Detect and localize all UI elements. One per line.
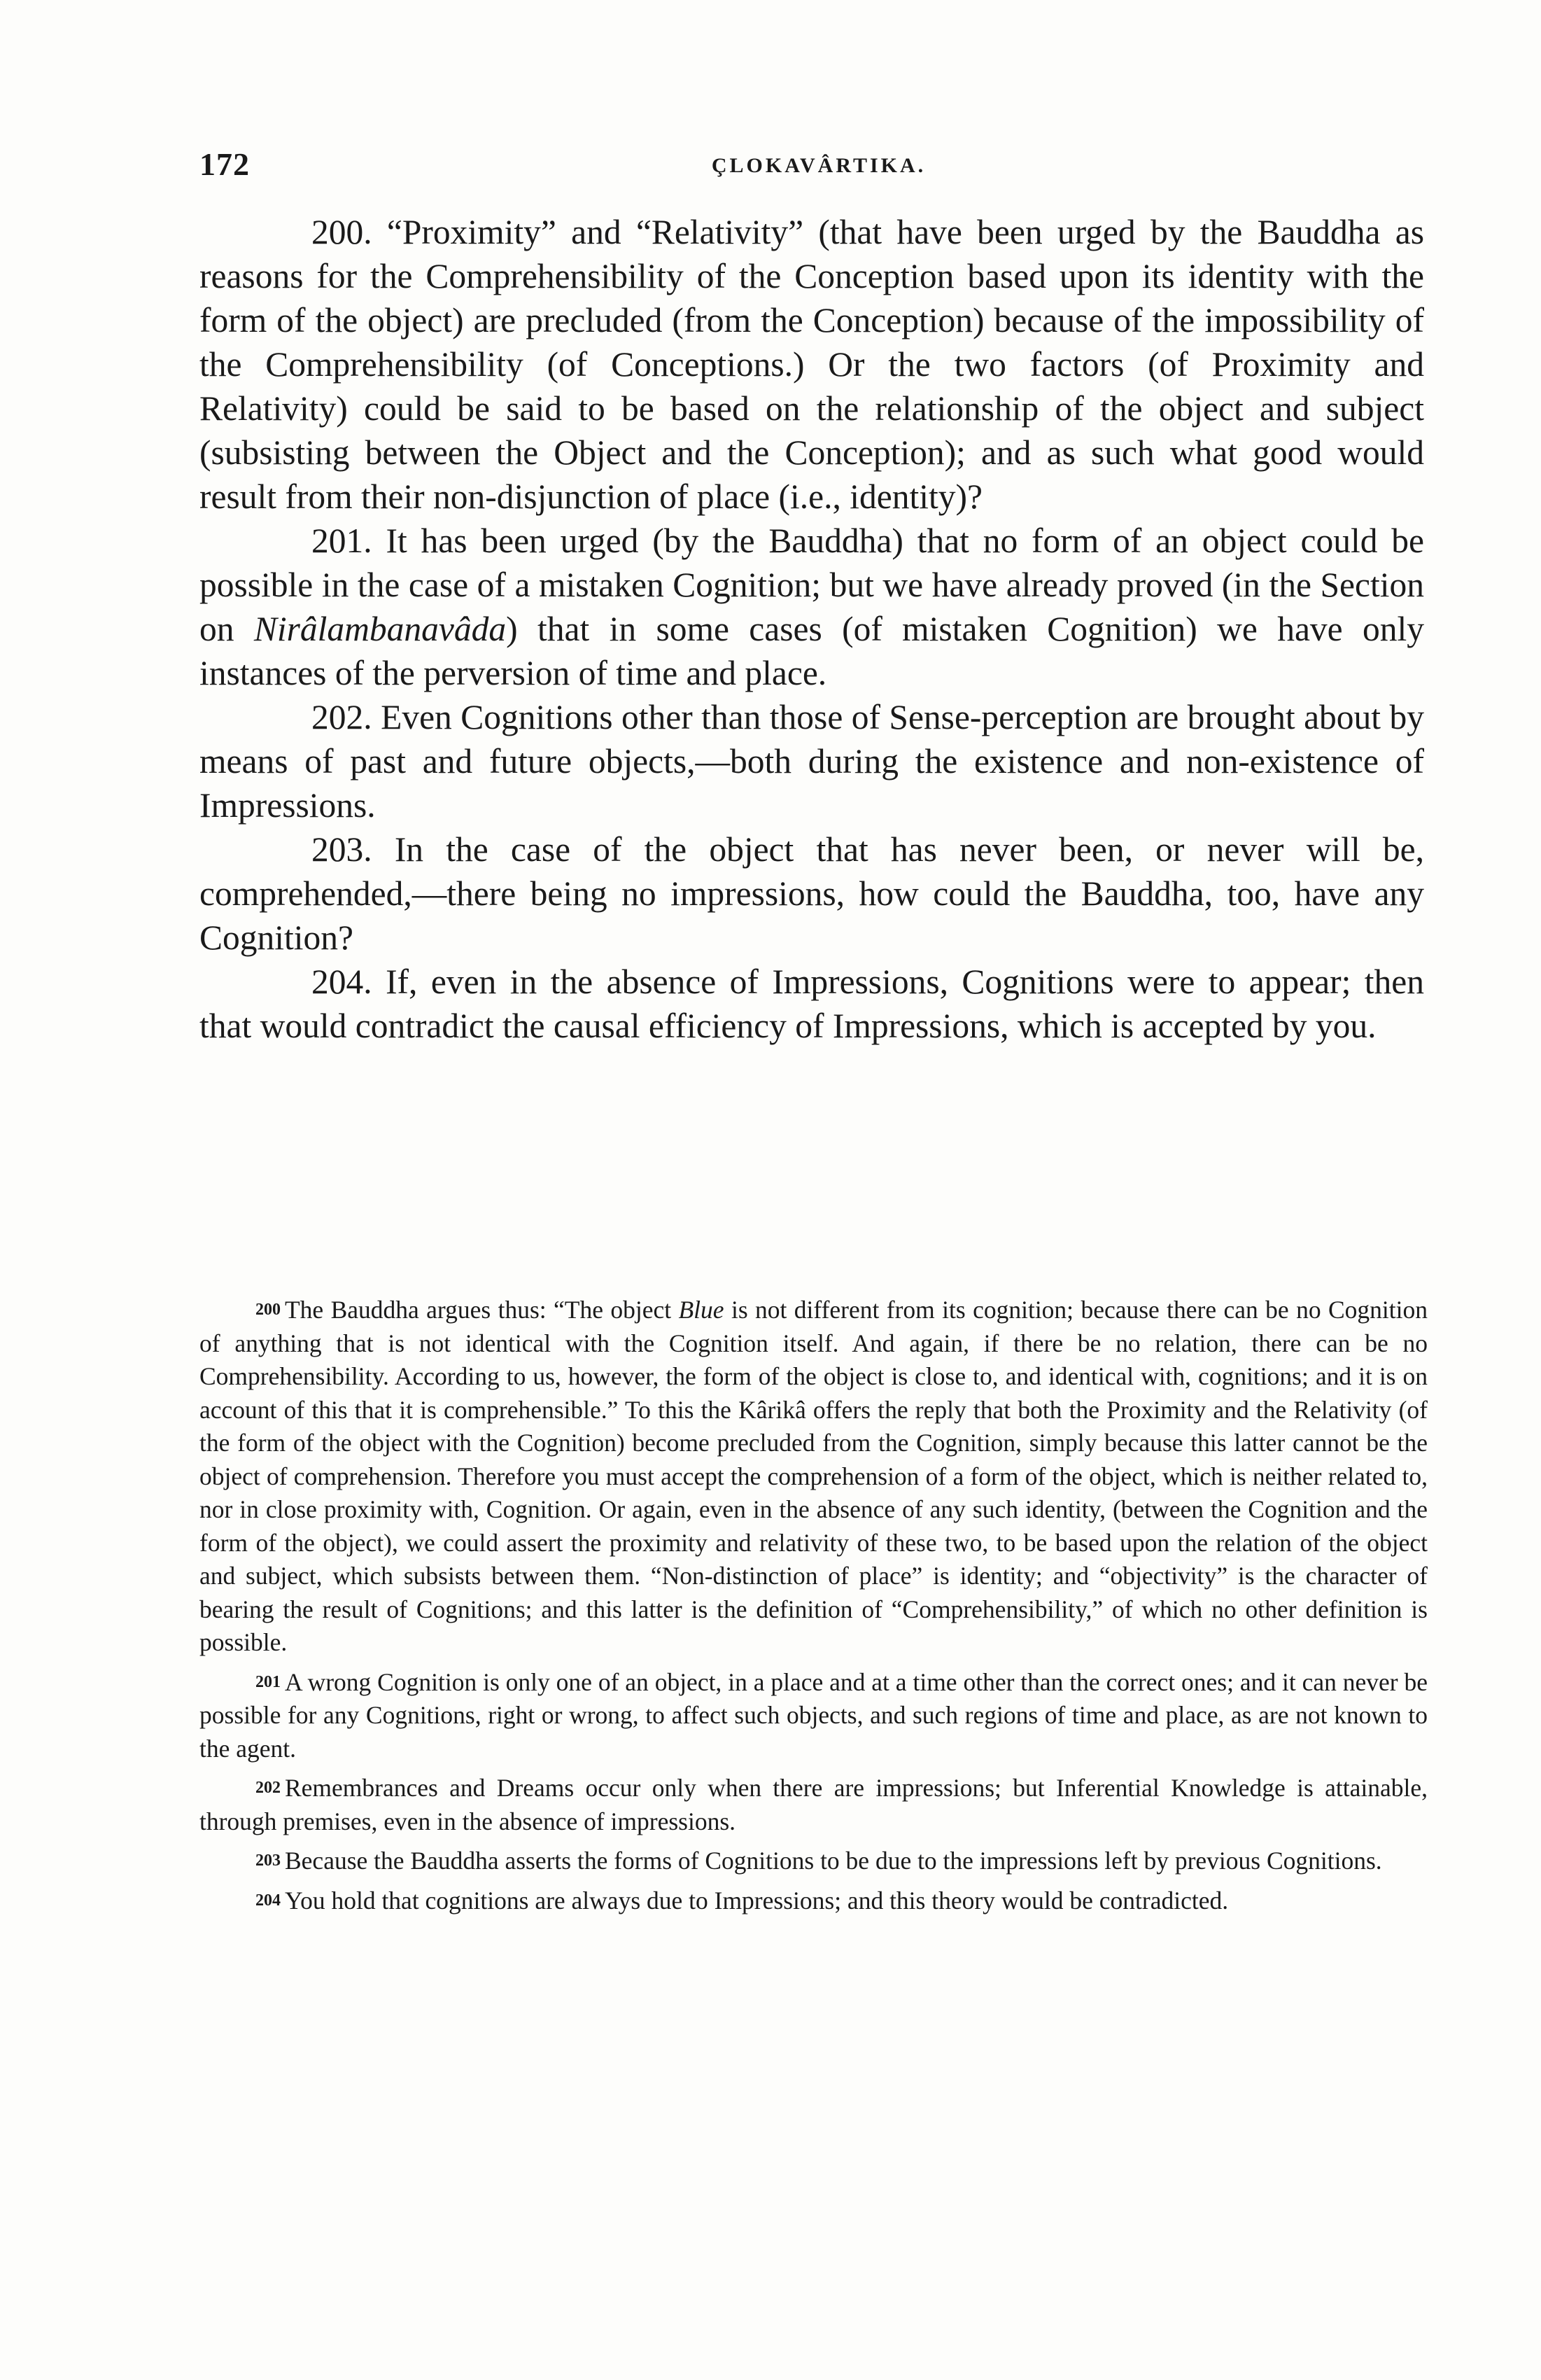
paragraph-200	[199, 210, 1424, 519]
verse-number: 204.	[311, 962, 372, 1001]
verse-number: 201.	[311, 522, 372, 560]
footnotes	[199, 1294, 1428, 1924]
footnote-204	[199, 1884, 1428, 1918]
footnote-ref: 202	[255, 1779, 281, 1797]
footnote-text: The Bauddha argues thus: “The object	[285, 1296, 679, 1324]
paragraph-204	[199, 960, 1424, 1048]
italic-term: Blue	[678, 1296, 724, 1324]
paragraph-text: It has been urged (by the Bauddha) that no form of an object could be possible in the case of a mistaken Cognition; but we have already proved (in the Section on	[199, 522, 1425, 648]
footnote-text: You hold that cognitions are always due to Impressions; and this theory would be contradicted.	[285, 1886, 1229, 1914]
footnote-text: is not different from its cognition; because there can be no Cognition of anything that is not identical with the Cognition itself. And again, if there be no relation, there can be no Comprehensibility. According to us, however, the form of the object is close to, and identical with, cognitions; and it is on account of this that it is comprehensible.” To this the Kârikâ offers the reply that both the Proximity and the Relativity (of the form of the object with the Cognition) become precluded from the Cognition, simply because this latter cannot be the object of comprehension. Therefore you must accept the comprehension of a form of the object, which is neither related to, nor in close proximity with, Cognition. Or again, even in the absence of any such identity, (between the Cognition and the form of the object), we could assert the proximity and relativity of these two, to be based upon the relation of the object and subject, which subsists between them. “Non-distinction of place” is identity; and “objectivity” is the character of bearing the result of Cognitions; and this latter is the definition of “Comprehensibility,” of which no other definition is possible.	[199, 1296, 1428, 1656]
footnote-ref: 204	[255, 1891, 281, 1910]
footnote-201	[199, 1666, 1428, 1766]
footnote-ref: 203	[255, 1851, 281, 1870]
page-header	[199, 146, 1438, 188]
running-title: ÇLOKAVÂRTIKA.	[711, 154, 927, 177]
italic-term: Nirâlambanavâda	[253, 610, 507, 648]
footnote-202	[199, 1772, 1428, 1838]
footnote-text: Remembrances and Dreams occur only when there are impressions; but Inferential Knowledge is attainable, through premises, even in the absence of impressions.	[199, 1774, 1428, 1835]
page-number: 172	[199, 146, 250, 182]
verse-number: 200.	[311, 213, 372, 251]
paragraph-text: In the case of the object that has never been, or never will be, comprehended,—there being no impressions, how could the Bauddha, too, have any Cognition?	[199, 830, 1424, 957]
footnote-ref: 200	[255, 1301, 281, 1319]
footnote-203	[199, 1844, 1428, 1878]
verse-number: 202.	[311, 698, 372, 736]
paragraph-202	[199, 695, 1424, 827]
paragraph-201	[199, 519, 1424, 695]
paragraph-text: Even Cognitions other than those of Sense-perception are brought about by means of past and future objects,—both during the existence and non-existence of Impressions.	[199, 698, 1424, 825]
verse-number: 203.	[311, 830, 372, 869]
footnote-200	[199, 1294, 1428, 1660]
footnote-ref: 201	[255, 1672, 281, 1691]
paragraph-203	[199, 827, 1424, 960]
paragraph-text: If, even in the absence of Impressions, Cognitions were to appear; then that would contradict the causal efficiency of Impressions, which is accepted by you.	[199, 962, 1425, 1045]
main-text	[199, 210, 1424, 1048]
footnote-text: Because the Bauddha asserts the forms of Cognitions to be due to the impressions left by previous Cognitions.	[285, 1847, 1382, 1875]
paragraph-text: “Proximity” and “Relativity” (that have been urged by the Bauddha as reasons for the Comprehensibility of the Conception based upon its identity with the form of the object) are precluded (from the Conception) because of the impossibility of the Comprehensibility (of Conceptions.) Or the two factors (of Proximity and Relativity) could be said to be based on the relationship of the object and subject (subsisting between the Object and the Conception); and as such what good would result from their non-disjunction of place (i.e., identity)?	[199, 213, 1424, 516]
paragraph-text: ) that in some cases (of mistaken Cognition) we have only instances of the perversion of time and place.	[199, 610, 1424, 692]
footnote-text: A wrong Cognition is only one of an object, in a place and at a time other than the correct ones; and it can never be possible for any Cognitions, right or wrong, to affect such objects, and such regions of time and place, as are not known to the agent.	[199, 1667, 1428, 1763]
